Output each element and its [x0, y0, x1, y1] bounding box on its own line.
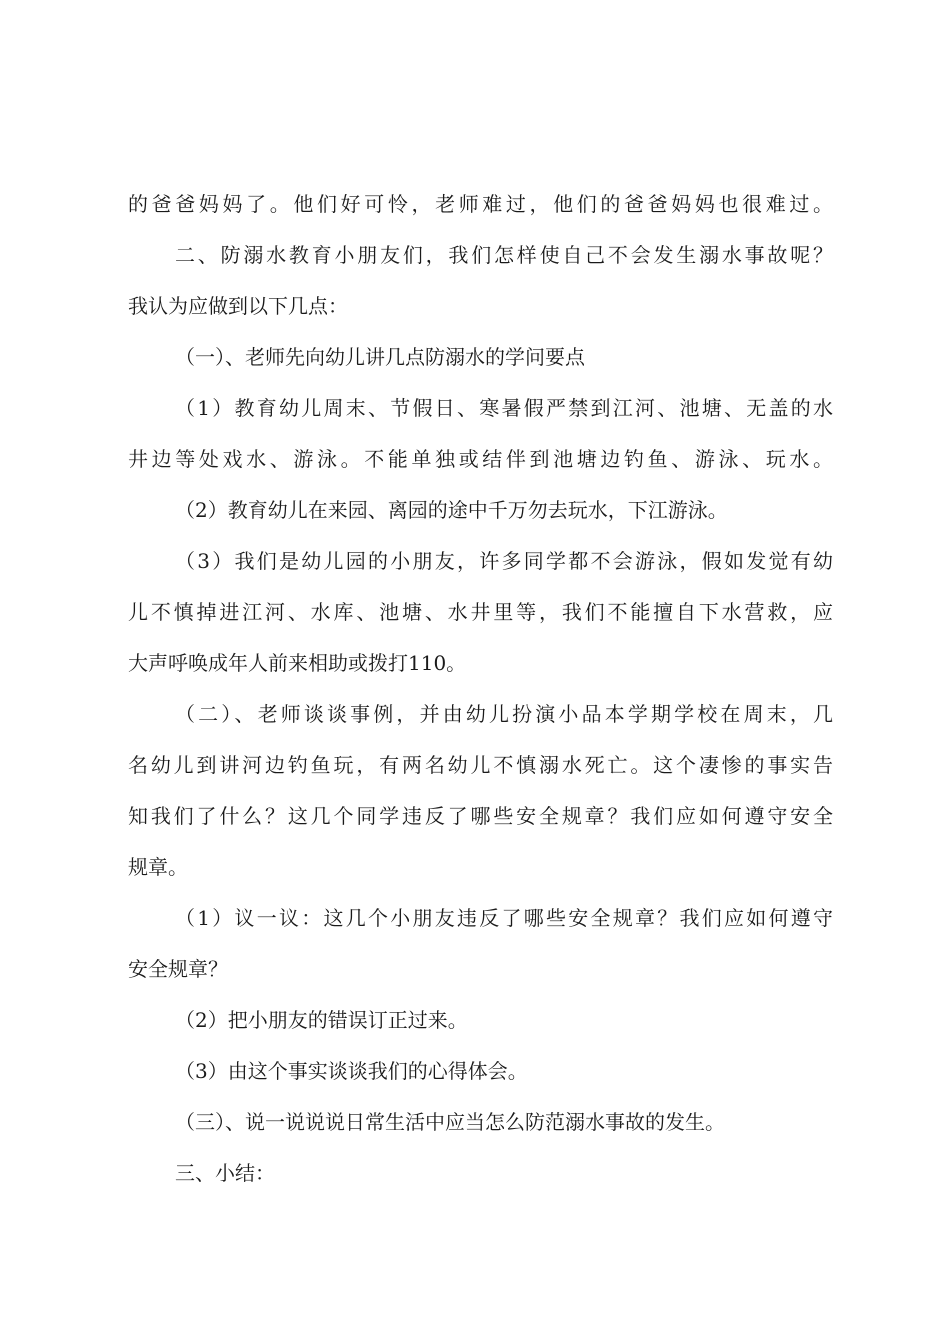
- text-line: 知我们了什么？这几个同学违反了哪些安全规章？我们应如何遵守安全: [128, 804, 833, 828]
- text-line: 儿不慎掉进江河、水库、池塘、水井里等，我们不能擅自下水营救，应: [128, 600, 833, 624]
- list-item: （1）教育幼儿周末、节假日、寒暑假严禁到江河、池塘、无盖的水: [175, 396, 833, 420]
- subsection-heading: （一）、老师先向幼儿讲几点防溺水的学问要点: [175, 345, 585, 369]
- list-item: （1）议一议：这几个小朋友违反了哪些安全规章？我们应如何遵守: [175, 906, 833, 930]
- text-line: 安全规章？: [128, 957, 228, 981]
- subsection-heading: （二）、老师谈谈事例，并由幼儿扮演小品本学期学校在周末，几: [175, 702, 833, 726]
- subsection-heading: （三）、说一说说说日常生活中应当怎么防范溺水事故的发生。: [175, 1110, 725, 1134]
- list-item: （3）我们是幼儿园的小朋友，许多同学都不会游泳，假如发觉有幼: [175, 549, 833, 573]
- section-heading: 三、小结：: [175, 1161, 275, 1185]
- text-line: 的爸爸妈妈了。他们好可怜，老师难过，他们的爸爸妈妈也很难过。: [128, 192, 833, 216]
- list-item: （2）把小朋友的错误订正过来。: [175, 1008, 468, 1032]
- text-line: 井边等处戏水、游泳。不能单独或结伴到池塘边钓鱼、游泳、玩水。: [128, 447, 833, 471]
- section-heading: 二、防溺水教育小朋友们，我们怎样使自己不会发生溺水事故呢？: [175, 243, 833, 267]
- text-line: 名幼儿到讲河边钓鱼玩，有两名幼儿不慎溺水死亡。这个凄惨的事实告: [128, 753, 833, 777]
- text-line: 规章。: [128, 855, 188, 879]
- text-line: 我认为应做到以下几点：: [128, 294, 348, 318]
- list-item: （2）教育幼儿在来园、离园的途中千万勿去玩水，下江游泳。: [175, 498, 728, 522]
- list-item: （3）由这个事实谈谈我们的心得体会。: [175, 1059, 528, 1083]
- text-line: 大声呼唤成年人前来相助或拨打110。: [128, 651, 467, 675]
